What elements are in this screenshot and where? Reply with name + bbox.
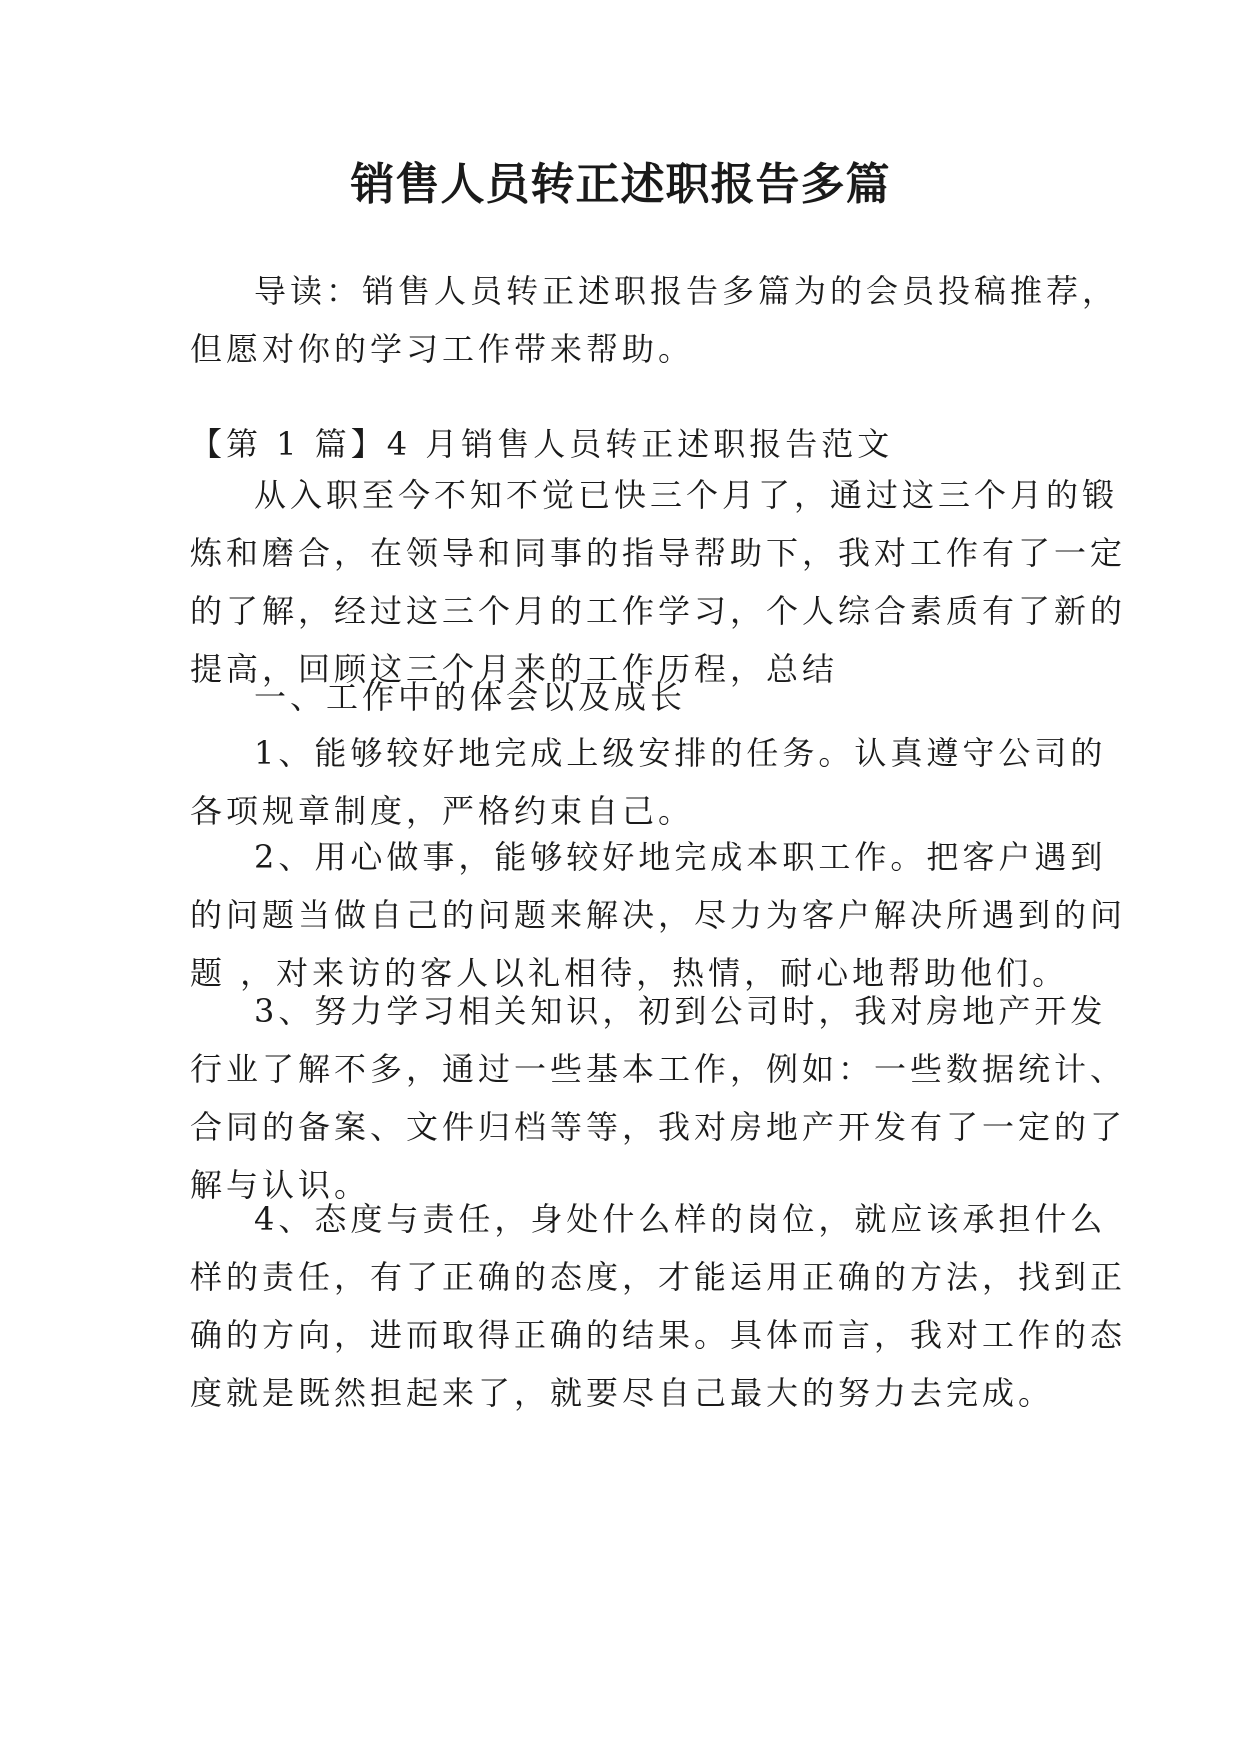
paragraph-line: 1、能够较好地完成上级安排的任务。认真遵守公司的 bbox=[254, 734, 1107, 772]
paragraph-intro-summary bbox=[190, 466, 1127, 698]
paragraph-line: 各项规章制度，严格约束自己。 bbox=[190, 792, 695, 830]
paragraph-line: 2、用心做事，能够较好地完成本职工作。把客户遇到 bbox=[254, 838, 1107, 876]
paragraph-line: 3、努力学习相关知识，初到公司时，我对房地产开发 bbox=[254, 992, 1107, 1030]
paragraph-item-4 bbox=[190, 1190, 1127, 1422]
intro-line: 但愿对你的学习工作带来帮助。 bbox=[190, 330, 695, 368]
paragraph-line: 解与认识。 bbox=[190, 1166, 371, 1204]
intro-paragraph bbox=[190, 262, 1119, 378]
paragraph-line: 4、态度与责任，身处什么样的岗位，就应该承担什么 bbox=[254, 1200, 1107, 1238]
paragraph-line: 样的责任，有了正确的态度，才能运用正确的方法，找到正 bbox=[190, 1258, 1127, 1296]
paragraph-line: 确的方向，进而取得正确的结果。具体而言，我对工作的态 bbox=[190, 1316, 1127, 1354]
paragraph-item-3 bbox=[190, 982, 1127, 1214]
paragraph-line: 从入职至今不知不觉已快三个月了，通过这三个月的锻 bbox=[254, 476, 1119, 514]
intro-line: 导读：销售人员转正述职报告多篇为的会员投稿推荐， bbox=[254, 272, 1119, 310]
paragraph-line: 合同的备案、文件归档等等，我对房地产开发有了一定的了 bbox=[190, 1108, 1127, 1146]
paragraph-line: 的问题当做自己的问题来解决，尽力为客户解决所遇到的问 bbox=[190, 896, 1127, 934]
paragraph-line: 题 ，对来访的客人以礼相待，热情，耐心地帮助他们。 bbox=[190, 954, 1069, 992]
paragraph-line: 炼和磨合，在领导和同事的指导帮助下，我对工作有了一定 bbox=[190, 534, 1127, 572]
paragraph-item-1 bbox=[190, 724, 1107, 840]
paragraph-line: 一、工作中的体会以及成长 bbox=[254, 678, 687, 716]
paragraph-line: 度就是既然担起来了，就要尽自己最大的努力去完成。 bbox=[190, 1374, 1055, 1412]
section-heading bbox=[190, 415, 1060, 473]
paragraph-line: 行业了解不多，通过一些基本工作，例如：一些数据统计、 bbox=[190, 1050, 1127, 1088]
document-title: 销售人员转正述职报告多篇 bbox=[350, 159, 891, 210]
subheading-experience bbox=[190, 668, 1060, 726]
section-heading-text: 【第 1 篇】4 月销售人员转正述职报告范文 bbox=[190, 425, 894, 463]
paragraph-line: 提高，回顾这三个月来的工作历程，总结 bbox=[190, 650, 839, 688]
paragraph-line: 的了解，经过这三个月的工作学习，个人综合素质有了新的 bbox=[190, 592, 1127, 630]
paragraph-item-2 bbox=[190, 828, 1127, 1002]
